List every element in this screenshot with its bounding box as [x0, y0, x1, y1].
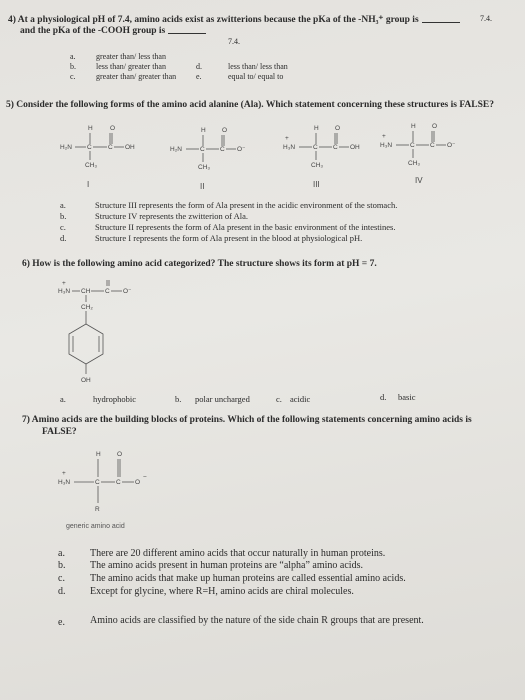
generic-amino-acid-structure — [58, 445, 168, 520]
atom: H₃N — [380, 142, 393, 149]
q5-opt-d-letter: d. — [60, 233, 67, 243]
q6-opt-c-letter: c. — [276, 394, 282, 404]
atom: O — [222, 127, 228, 134]
atom: OH — [350, 144, 360, 151]
q5-opt-c-letter: c. — [60, 222, 66, 232]
atom: + — [62, 280, 66, 287]
q7-opt-a-letter: a. — [58, 548, 65, 559]
tyrosine-structure — [58, 278, 178, 388]
structure-label-iv: IV — [415, 176, 423, 185]
atom: CH₃ — [311, 162, 324, 169]
atom: CH₃ — [408, 160, 421, 167]
q7-opt-a: There are 20 different amino acids that occur naturally in human proteins. — [90, 548, 386, 559]
atom: OH — [81, 377, 91, 384]
q5-opt-a-letter: a. — [60, 200, 66, 210]
q4-opt-a: greater than/ less than — [96, 52, 166, 61]
q7-opt-e-letter: e. — [58, 617, 65, 628]
q7-opt-e: Amino acids are classified by the nature of the side chain R groups that are present. — [90, 615, 424, 626]
atom: + — [285, 135, 289, 142]
atom: OH — [125, 144, 135, 151]
structure-label-i: I — [87, 180, 90, 189]
atom: H₃N — [58, 479, 71, 486]
atom: R — [95, 506, 100, 513]
atom: C — [108, 144, 113, 151]
q7-opt-b: The amino acids present in human proteins are “alpha” amino acids. — [90, 560, 363, 571]
q4-opt-b: less than/ greater than — [96, 62, 166, 71]
atom: C — [410, 142, 415, 149]
atom: H₂N — [60, 144, 72, 151]
atom: H — [96, 451, 101, 458]
q4-answer-1: 7.4. — [480, 14, 492, 23]
atom: O — [110, 125, 116, 132]
atom: H — [201, 127, 206, 134]
alanine-structure-iv — [380, 118, 480, 178]
atom: O⁻ — [237, 146, 246, 153]
q7-question-line2: FALSE? — [42, 427, 77, 437]
q7-opt-b-letter: b. — [58, 560, 66, 571]
alanine-structure-i — [60, 120, 160, 180]
q5-opt-a: Structure III represents the form of Ala present in the acidic environment of the stomach. — [95, 200, 398, 210]
atom: O⁻ — [123, 288, 132, 295]
atom: C — [333, 144, 338, 151]
atom: O — [117, 451, 123, 458]
q6-opt-d-letter: d. — [380, 392, 387, 402]
q5-opt-c: Structure II represents the form of Ala present in the basic environment of the intestines. — [95, 222, 396, 232]
q6-question: 6) How is the following amino acid categorized? The structure shows its form at pH = 7. — [22, 259, 377, 269]
q4-opt-c-letter: c. — [70, 72, 76, 81]
q5-opt-d: Structure I represents the form of Ala present in the blood at physiological pH. — [95, 233, 363, 243]
q4-line1: 4) At a physiological pH of 7.4, amino acids exist as zwitterions because the pKa of the -NH₃⁺ group is — [8, 14, 463, 25]
atom: H₃N — [58, 288, 71, 295]
q4-opt-d: less than/ less than — [228, 62, 288, 71]
structure-label-ii: II — [200, 182, 205, 191]
atom: H₂N — [170, 146, 182, 153]
atom: C — [200, 146, 205, 153]
q4-opt-e-letter: e. — [196, 72, 202, 81]
q4-opt-c: greater than/ greater than — [96, 72, 177, 81]
q5-opt-b: Structure IV represents the zwitterion of Ala. — [95, 211, 249, 221]
atom: H — [314, 125, 319, 132]
q7-caption: generic amino acid — [66, 523, 125, 530]
q6-opt-b: polar uncharged — [195, 394, 250, 404]
q7-opt-d: Except for glycine, where R=H, amino acids are chiral molecules. — [90, 586, 354, 597]
atom: C — [116, 479, 121, 486]
atom: C — [430, 142, 435, 149]
q6-opt-d: basic — [398, 392, 416, 402]
atom: CH₃ — [85, 162, 98, 169]
atom: C — [220, 146, 225, 153]
atom: CH — [81, 288, 91, 295]
atom: O⁻ — [447, 142, 456, 149]
alanine-structure-iii — [283, 120, 383, 180]
atom: O — [432, 123, 438, 130]
q6-opt-a: hydrophobic — [93, 394, 136, 404]
q6-opt-a-letter: a. — [60, 394, 66, 404]
q4-opt-a-letter: a. — [70, 52, 76, 61]
q4-opt-e: equal to/ equal to — [228, 72, 284, 81]
q7-opt-d-letter: d. — [58, 586, 66, 597]
atom: H₃N — [283, 144, 296, 151]
q7-opt-c: The amino acids that make up human proteins are called essential amino acids. — [90, 573, 406, 584]
q5-question: 5) Consider the following forms of the amino acid alanine (Ala). Which statement concerning these structures is FALSE? — [6, 100, 494, 110]
atom: CH₂ — [81, 304, 93, 311]
atom: CH₃ — [198, 164, 211, 171]
q4-opt-d-letter: d. — [196, 62, 202, 71]
q4-line2: and the pKa of the -COOH group is — [20, 26, 209, 36]
atom: C — [105, 288, 110, 295]
structure-label-iii: III — [313, 180, 320, 189]
q7-question-line1: 7) Amino acids are the building blocks of proteins. Which of the following statements concerning amino acids is — [22, 415, 472, 425]
atom: C — [95, 479, 100, 486]
atom: H — [411, 123, 416, 130]
alanine-structure-ii — [170, 122, 270, 182]
atom: C — [87, 144, 92, 151]
q7-opt-c-letter: c. — [58, 573, 65, 584]
atom: + — [382, 133, 386, 140]
atom: C — [313, 144, 318, 151]
q4-answer-2: 7.4. — [228, 37, 240, 46]
q4-opt-b-letter: b. — [70, 62, 76, 71]
atom: O — [335, 125, 341, 132]
atom: + — [62, 470, 66, 477]
atom: O — [135, 479, 141, 486]
q5-opt-b-letter: b. — [60, 211, 67, 221]
atom: − — [143, 474, 147, 481]
q6-opt-b-letter: b. — [175, 394, 182, 404]
atom: H — [88, 125, 93, 132]
q6-opt-c: acidic — [290, 394, 311, 404]
